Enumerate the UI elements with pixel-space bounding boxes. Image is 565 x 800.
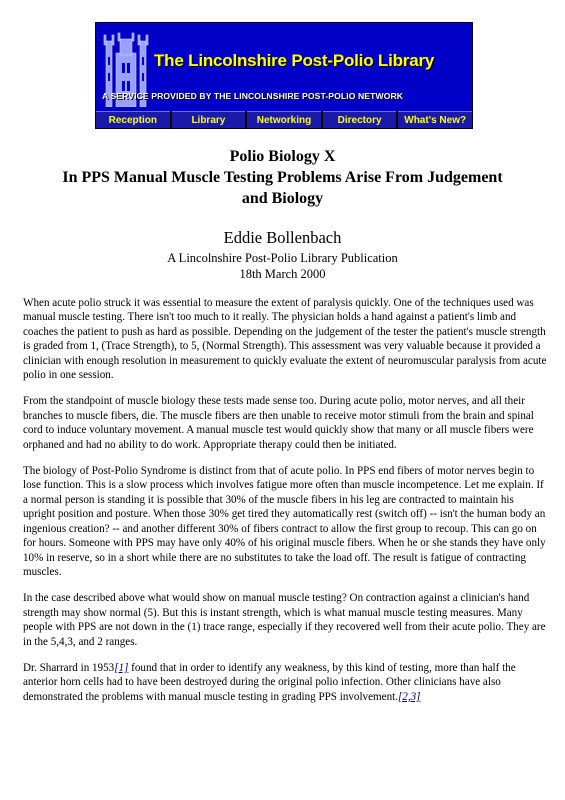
nav-whats-new[interactable]: What's New?: [398, 111, 472, 128]
nav-directory[interactable]: Directory: [323, 111, 397, 128]
publication-info: [0, 250, 565, 282]
banner-subtitle: A SERVICE PROVIDED BY THE LINCOLNSHIRE POST-POLIO NETWORK: [102, 91, 404, 101]
paragraph-text: found that in order to identify any weakness, by this kind of testing, more than half the anterior horn cells had to have been destroyed during the original polio infection. Other clinicians have also demonstrated the problems with manual muscle testing in grading PPS involvement.: [23, 661, 516, 703]
title-line: Polio Biology X: [229, 148, 336, 165]
paragraph-text: Dr. Sharrard in 1953: [23, 661, 115, 674]
nav-networking[interactable]: Networking: [247, 111, 321, 128]
site-banner: [95, 22, 473, 129]
title-line: In PPS Manual Muscle Testing Problems Arise From Judgement: [62, 169, 503, 186]
article-body: [23, 296, 548, 716]
publication-date: 18th March 2000: [239, 267, 326, 281]
paragraph: In the case described above what would show on manual muscle testing? On contraction against a clinician's hand strength may show normal (5). But this is instant strength, which is what manual muscle testing measures. Many people with PPS are not down in the (1) trace range, especially if they recovered well from their acute polio. They are in the 5,4,3, and 2 ranges.: [23, 592, 546, 648]
reference-link-1[interactable]: [1]: [114, 661, 129, 674]
author-name: Eddie Bollenbach: [223, 228, 342, 247]
paragraph: The biology of Post-Polio Syndrome is distinct from that of acute polio. In PPS end fibers of motor nerves begin to lose function. This is a slow process which involves fatigue more often than muscle incompetence. Let me explain. If a normal person is standing it is possible that 30% of the muscle fibers in his leg are contracted to maintain his upright position and posture. When those 30% get tired they automatically rest (switch off) -- isn't the human body an ingenious creation? -- and another different 30% of fibers contract to allow the first group to recoup. This can go on for hours. Someone with PPS may have only 40% of his original muscle fibers. When he or she stands they have only 10% in reserve, so in a short while there are no substitutes to take the load off. The result is fatigue of contracting muscles.: [23, 465, 546, 578]
banner-title: The Lincolnshire Post-Polio Library: [154, 51, 435, 70]
paragraph: [23, 661, 548, 704]
reference-link-2-3[interactable]: [2,3]: [397, 690, 421, 703]
paragraph: From the standpoint of muscle biology these tests made sense too. During acute polio, motor nerves, and all their branches to muscle fibers, die. The muscle fibers are then unable to receive motor stimuli from the brain and spinal cord to induce voluntary movement. A manual muscle test would quickly show that many or all muscle fibers were orphaned and had no ability to do work. Appropriate therapy could then be initiated.: [23, 395, 534, 451]
article-title: [0, 146, 565, 209]
paragraph: When acute polio struck it was essential to measure the extent of paralysis quickly. One of the techniques used was manual muscle testing. There isn't too much to it really. The physician holds a hand against a patient's limb and coaches the patient to push as hard as possible. Depending on the judgement of the tester the patient's muscle strength is graded from 1, (Trace Strength), to 5, (Normal Strength). This assessment was very valuable because it provided a clinician with enough resolution in measurement to quickly evaluate the extent of neuromuscular paralysis from acute polio in one session.: [23, 297, 547, 382]
site-nav: [96, 111, 472, 128]
publication-name: A Lincolnshire Post-Polio Library Publication: [167, 251, 398, 265]
nav-reception[interactable]: Reception: [96, 111, 170, 128]
nav-library[interactable]: Library: [172, 111, 246, 128]
title-line: and Biology: [241, 190, 324, 207]
